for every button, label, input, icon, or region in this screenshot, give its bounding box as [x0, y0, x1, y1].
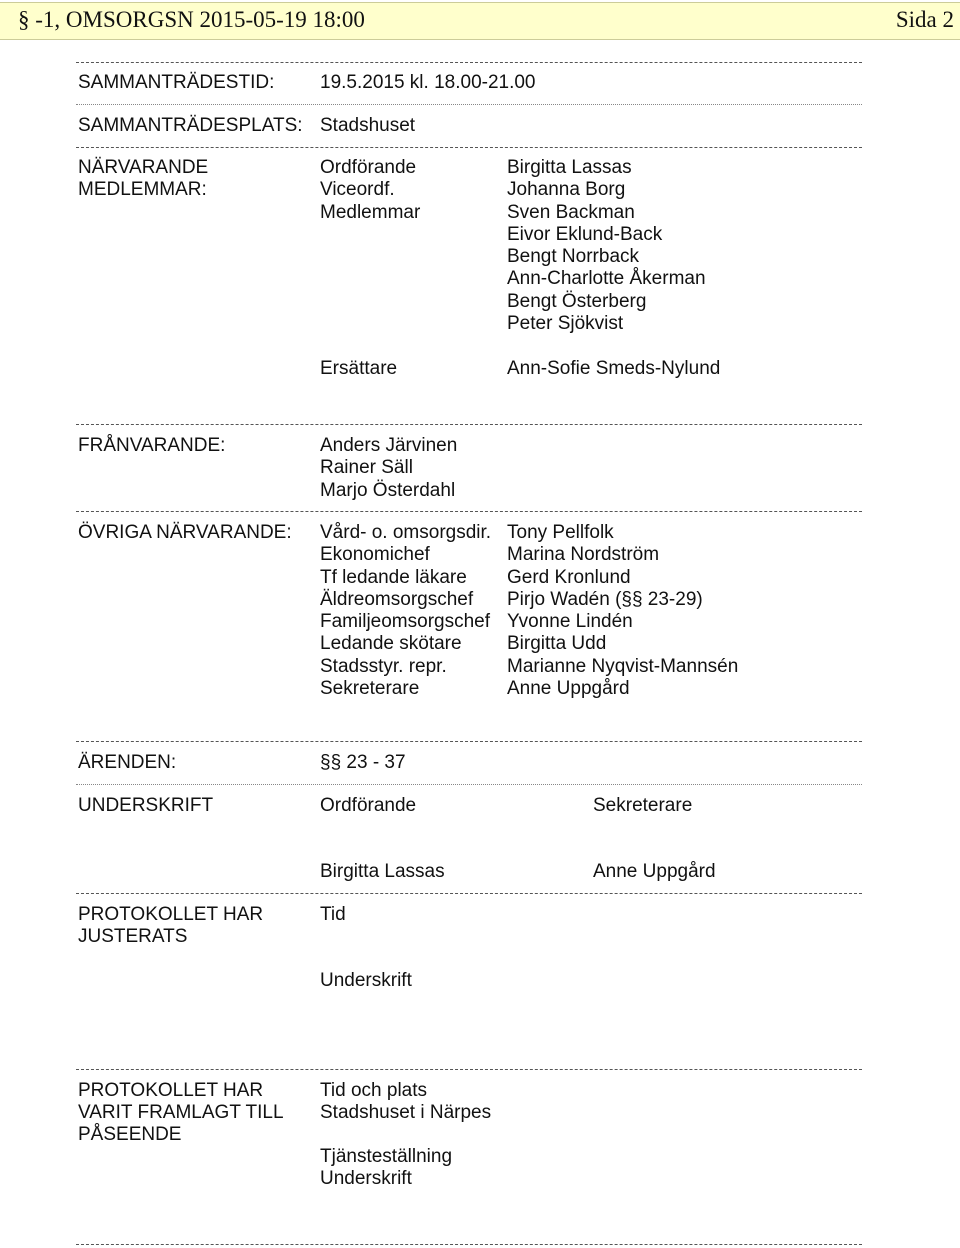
role-item: Familjeomsorgschef	[320, 611, 490, 633]
divider	[76, 741, 862, 742]
present-names-list	[507, 157, 706, 335]
others-names-list	[507, 522, 738, 700]
absent-name: Anders Järvinen	[320, 435, 458, 456]
absent-label: FRÅNVARANDE:	[78, 435, 226, 456]
person-name: Yvonne Lindén	[507, 611, 633, 633]
matters-value: §§ 23 - 37	[320, 752, 406, 773]
substitute-name: Ann-Sofie Smeds-Nylund	[507, 358, 721, 379]
role-item: Viceordf.	[320, 179, 395, 201]
member-name: Johanna Borg	[507, 179, 626, 201]
meeting-place-value: Stadshuset	[320, 115, 416, 136]
person-name: Marina Nordström	[507, 544, 660, 566]
substitute-role: Ersättare	[320, 358, 398, 379]
secretary-role: Sekreterare	[593, 795, 693, 816]
chair-role: Ordförande	[320, 795, 417, 816]
divider	[76, 62, 862, 63]
divider	[76, 1069, 862, 1070]
displayed-label-2: VARIT FRAMLAGT TILL	[78, 1102, 284, 1123]
role-item: Stadsstyr. repr.	[320, 655, 447, 677]
present-label-2: MEDLEMMAR:	[78, 179, 207, 200]
matters-label: ÄRENDEN:	[78, 752, 177, 773]
divider	[76, 784, 862, 785]
divider	[76, 104, 862, 105]
position-label: Tjänsteställning	[320, 1146, 453, 1167]
absent-name: Rainer Säll	[320, 457, 413, 479]
divider	[76, 147, 862, 148]
role-item: Vård- o. omsorgsdir.	[320, 522, 492, 543]
meeting-time-label: SAMMANTRÄDESTID:	[78, 72, 275, 93]
displayed-label-3: PÅSEENDE	[78, 1124, 182, 1145]
member-name: Peter Sjökvist	[507, 313, 624, 335]
present-label: NÄRVARANDE	[78, 157, 209, 178]
role-item: Ordförande	[320, 157, 417, 178]
page-number: Sida 2	[895, 7, 954, 32]
role-item: Tf ledande läkare	[320, 566, 467, 588]
chair-name: Birgitta Lassas	[320, 861, 445, 882]
time-place-value: Stadshuset i Närpes	[320, 1102, 492, 1123]
person-name: Gerd Kronlund	[507, 566, 631, 588]
person-name: Tony Pellfolk	[507, 522, 614, 543]
adjusted-label: PROTOKOLLET HAR	[78, 904, 264, 925]
member-name: Ann-Charlotte Åkerman	[507, 268, 706, 290]
page-header	[0, 2, 960, 40]
member-name: Bengt Österberg	[507, 290, 647, 312]
divider	[76, 511, 862, 512]
role-item: Sekreterare	[320, 678, 420, 700]
member-name: Birgitta Lassas	[507, 157, 632, 178]
absent-name: Marjo Österdahl	[320, 479, 456, 501]
adjusted-label-2: JUSTERATS	[78, 926, 188, 947]
meeting-place-label: SAMMANTRÄDESPLATS:	[78, 115, 303, 136]
member-name: Eivor Eklund-Back	[507, 223, 663, 245]
secretary-name: Anne Uppgård	[593, 861, 716, 882]
absent-names-list	[320, 435, 457, 502]
present-roles-list	[320, 157, 420, 224]
member-name: Sven Backman	[507, 201, 635, 223]
meeting-time-value: 19.5.2015 kl. 18.00-21.00	[320, 72, 536, 93]
adjusted-signature-label: Underskrift	[320, 970, 412, 991]
divider	[76, 1244, 862, 1245]
member-name: Bengt Norrback	[507, 246, 640, 268]
header-title: § -1, OMSORGSN 2015-05-19 18:00	[18, 7, 365, 32]
others-roles-list	[320, 522, 491, 700]
others-label: ÖVRIGA NÄRVARANDE:	[78, 522, 292, 543]
role-item: Medlemmar	[320, 201, 421, 223]
role-item: Äldreomsorgschef	[320, 588, 474, 610]
adjusted-time-label: Tid	[320, 904, 346, 925]
person-name: Pirjo Wadén (§§ 23-29)	[507, 588, 703, 610]
signature-label: UNDERSKRIFT	[78, 795, 214, 816]
displayed-signature-label: Underskrift	[320, 1168, 412, 1189]
role-item: Ledande skötare	[320, 633, 462, 655]
person-name: Birgitta Udd	[507, 633, 607, 655]
role-item: Ekonomichef	[320, 544, 430, 566]
displayed-label: PROTOKOLLET HAR	[78, 1080, 264, 1101]
person-name: Marianne Nyqvist-Mannsén	[507, 655, 739, 677]
person-name: Anne Uppgård	[507, 678, 630, 700]
divider	[76, 424, 862, 425]
time-place-label: Tid och plats	[320, 1080, 428, 1101]
divider	[76, 893, 862, 894]
